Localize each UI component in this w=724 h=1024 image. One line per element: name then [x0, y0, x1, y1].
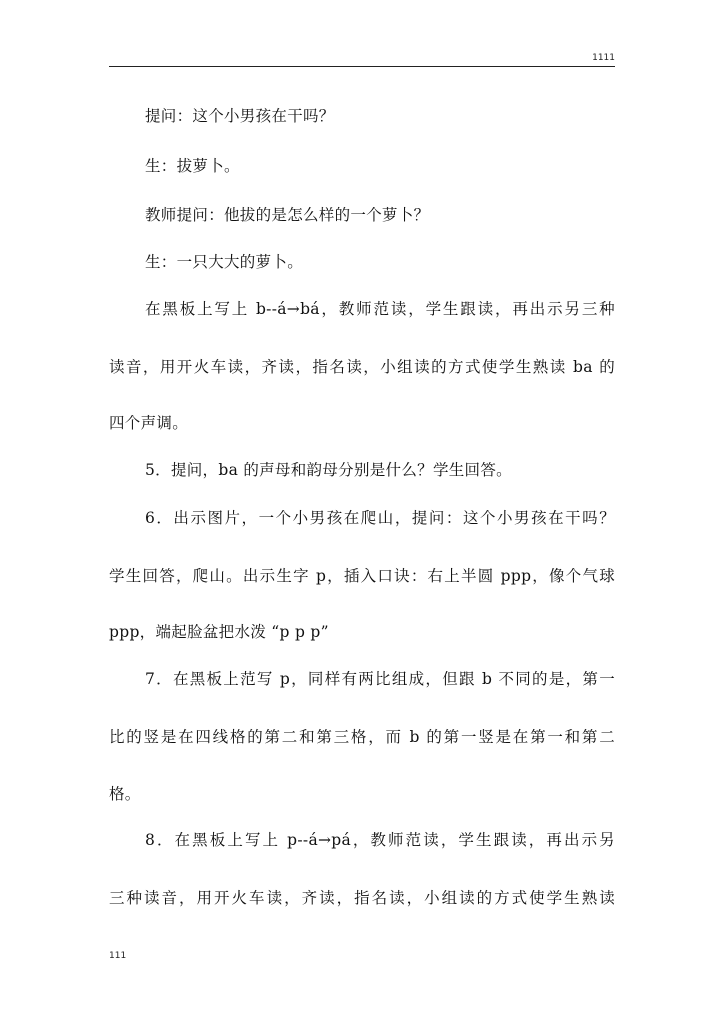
text-line: 5．提问，ba 的声母和韵母分别是什么？学生回答。 [145, 461, 512, 479]
text-line: 四个声调。 [109, 414, 189, 432]
text-line: 教师提问：他拔的是怎么样的一个萝卜？ [145, 206, 430, 224]
text-line: 8．在黑板上写上 p--á→pá，教师范读，学生跟读，再出示另 [145, 831, 615, 849]
text-line: 在黑板上写上 b--á→bá，教师范读，学生跟读，再出示另三种 [145, 300, 615, 318]
header-page-number: 1111 [592, 53, 615, 63]
text-line: 三种读音，用开火车读，齐读，指名读，小组读的方式使学生熟读 [109, 889, 615, 907]
text-line: 生：拔萝卜。 [145, 157, 240, 175]
text-line: 7．在黑板上范写 p，同样有两比组成，但跟 b 不同的是，第一 [145, 670, 615, 688]
text-line: 比的竖是在四线格的第二和第三格，而 b 的第一竖是在第一和第二 [109, 728, 615, 746]
text-line: 读音，用开火车读，齐读，指名读，小组读的方式使学生熟读 ba 的 [109, 358, 615, 376]
text-line: 6．出示图片，一个小男孩在爬山，提问：这个小男孩在干吗？ [145, 509, 615, 527]
header-rule [109, 66, 615, 67]
text-line: 学生回答，爬山。出示生字 p，插入口诀：右上半圆 ppp，像个气球 [109, 567, 615, 585]
text-line: 提问：这个小男孩在干吗？ [145, 107, 335, 125]
text-line: ppp，端起脸盆把水泼 “p p p” [109, 623, 329, 641]
footer-page-number: 111 [109, 951, 127, 961]
text-line: 格。 [109, 785, 141, 803]
text-line: 生：一只大大的萝卜。 [145, 253, 304, 271]
